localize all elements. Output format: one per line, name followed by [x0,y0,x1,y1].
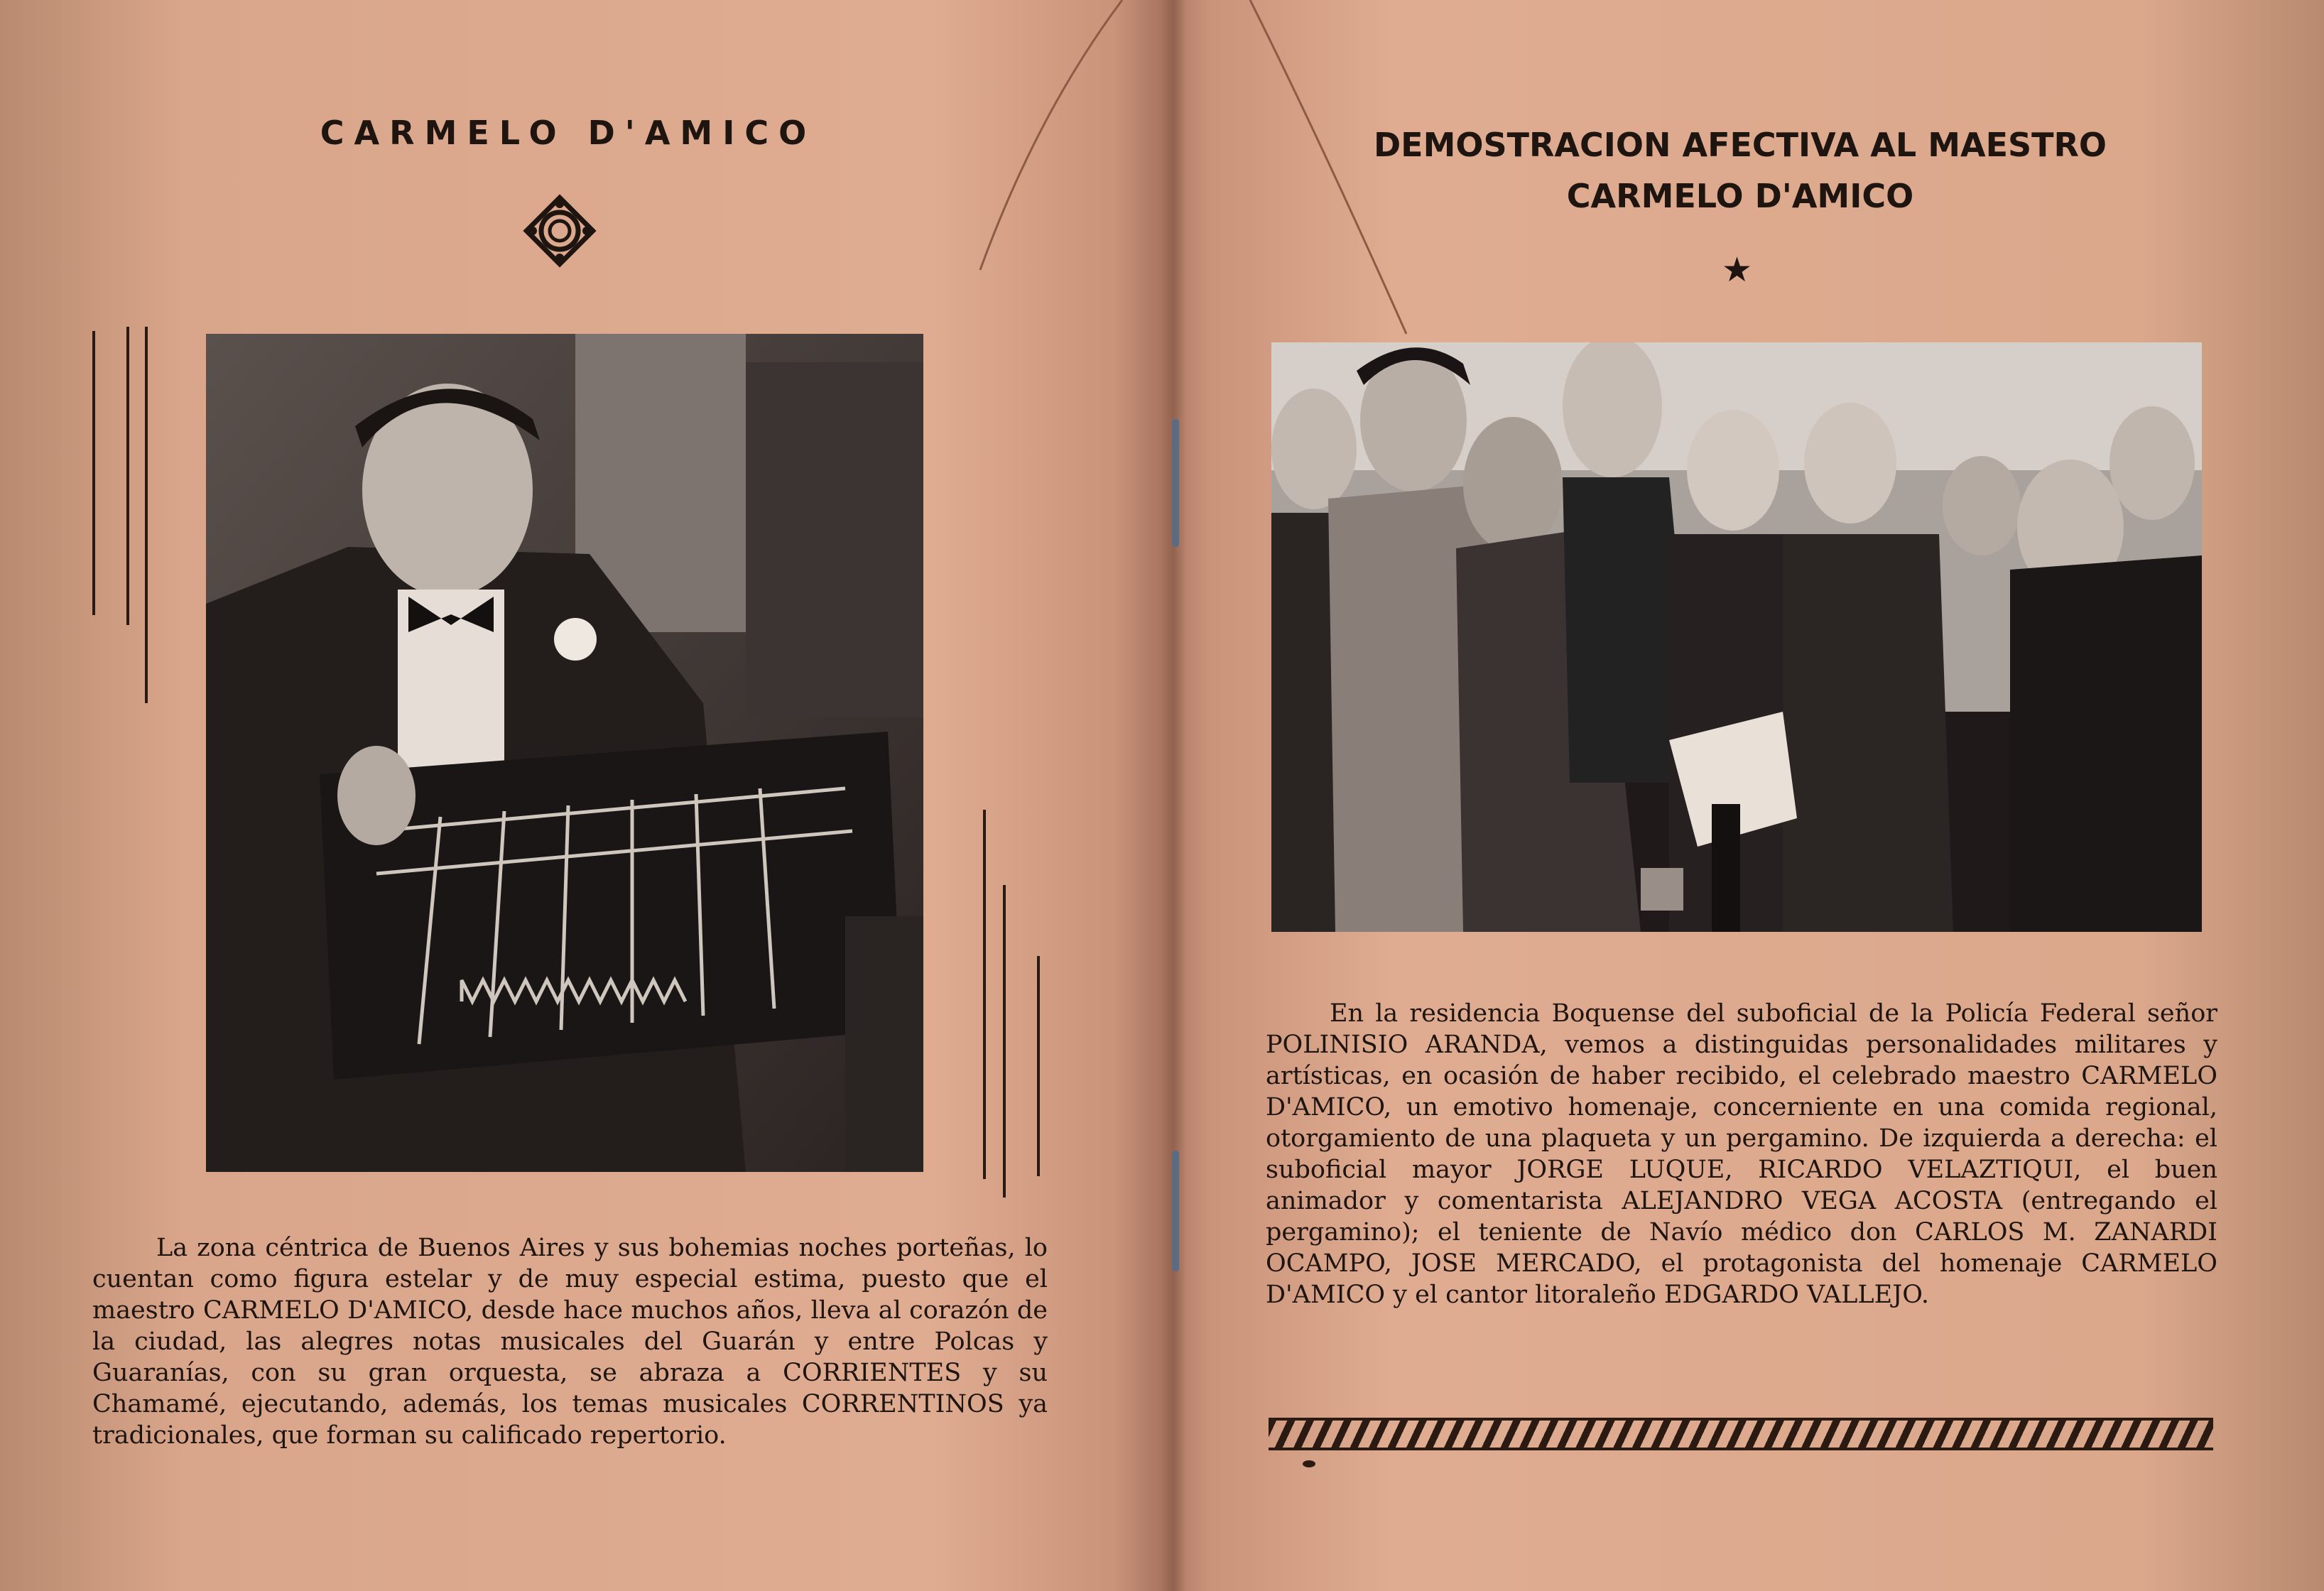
star-icon: ★ [1722,250,1753,290]
right-title-line-1: DEMOSTRACION AFECTIVA AL MAESTRO [1373,126,2107,164]
decorative-pattern-band [1269,1418,2213,1450]
decorative-rule [92,331,95,615]
decorative-rule [1003,885,1006,1198]
left-page-caption: La zona céntrica de Buenos Aires y sus bohemias noches porteñas, lo cuentan como figura estelar y de muy especial estima, puesto que el maestro CARMELO D'AMICO, desde hace muchos años, lleva al corazón de la ciudad, las alegres notas musicales del Guarán y entre Polcas y Guaranías, con su gran orquesta, se abraza a CORRIENTES y su Chamamé, ejecutando, además, los temas musicales CORRENTINOS ya tradicionales, que forman su calificado repertorio. [92,1234,1048,1450]
right-page-caption: En la residencia Boquense del suboficial de la Policía Federal señor POLINISIO ARANDA, vemos a distinguidas personalidades militares y artísticas, en ocasión de haber recibido, el celebrado maestro CARMELO D'AMICO, un emotivo homenaje, concerniente en una comida regional, otorgamiento de una plaqueta y un pergamino. De izquierda a derecha: el suboficial mayor JORGE LUQUE, RICARDO VELAZTIQUI, el buen animador y comentarista ALEJANDRO VEGA ACOSTA (entregando el pergamino); el teniente de Navío médico don CARLOS M. ZANARDI OCAMPO, JOSE MERCADO, el protagonista del homenaje CARMELO D'AMICO y el cantor litoraleño EDGARDO VALLEJO. [1266,999,2217,1309]
right-page-title [1307,119,2173,222]
accordion-player-photo [206,334,923,1172]
right-title-line-2: CARMELO D'AMICO [1566,177,1914,215]
ornament-knot-icon [521,192,599,270]
decorative-rule [1037,956,1040,1176]
decorative-rule [126,327,129,625]
decorative-dot [1303,1460,1315,1467]
left-page-title: CARMELO D'AMICO [320,114,817,152]
homage-group-photo [1271,342,2202,932]
decorative-rule [145,327,148,703]
decorative-rule [983,810,986,1179]
